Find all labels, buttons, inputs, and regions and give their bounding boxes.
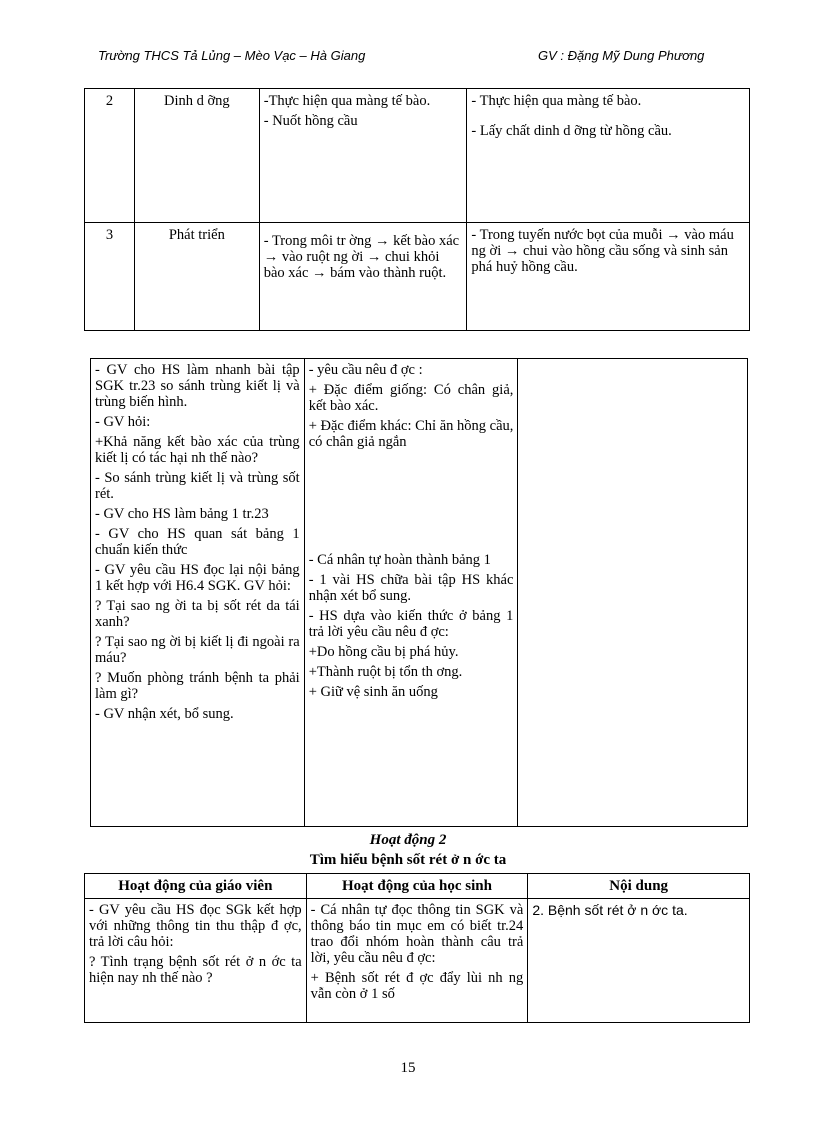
- column-header: Hoạt động của học sinh: [306, 874, 528, 899]
- list-item: - 1 vài HS chữa bài tập HS khác nhận xét bổ sung.: [308, 572, 514, 604]
- content-cell: 2. Bệnh sốt rét ở n ớc ta.: [528, 899, 750, 1023]
- page-number: 15: [400, 1060, 416, 1076]
- list-item: - GV yêu cầu HS đọc lại nội bảng 1 kết hợp với H6.4 SGK. GV hỏi:: [95, 562, 300, 594]
- row-label: Phát triển: [134, 223, 259, 331]
- list-item: - GV cho HS quan sát bảng 1 chuẩn kiến thức: [95, 526, 300, 558]
- list-item: +Do hồng cầu bị phá hủy.: [308, 644, 459, 660]
- cell-text: -Thực hiện qua màng tế bào. - Nuốt hồng cầu: [259, 89, 467, 223]
- list-item: + Đặc điểm giống: Có chân giả, kết bào xác.: [308, 382, 514, 414]
- list-item: - HS dựa vào kiến thức ở bảng 1 trả lời yêu cầu nêu đ ợc:: [308, 608, 514, 640]
- list-item: - yêu cầu nêu đ ợc :: [308, 362, 423, 378]
- table-row: [91, 359, 748, 827]
- list-item: - GV cho HS làm nhanh bài tập SGK tr.23 so sánh trùng kiết lị và trùng biến hình.: [95, 362, 300, 410]
- list-item: - GV cho HS làm bảng 1 tr.23: [95, 506, 269, 522]
- student-activity-cell: [306, 899, 528, 1023]
- table-header-row: [85, 874, 750, 899]
- list-item: +Thành ruột bị tổn th ơng.: [308, 664, 463, 680]
- comparison-table: [84, 88, 750, 331]
- list-item: - GV yêu cầu HS đọc SGk kết hợp với những thông tin thu thập đ ợc, trả lời câu hỏi:: [89, 902, 302, 950]
- row-number: 2: [85, 89, 135, 223]
- teacher-activity-cell: [85, 899, 307, 1023]
- table-row: [85, 223, 750, 331]
- list-item: - Cá nhân tự đọc thông tin SGK và thông báo tin mục em có biết tr.24 trao đổi nhóm hoàn thành câu trả lời, yêu cầu nêu đ ợc:: [310, 902, 524, 966]
- list-item: ? Tại sao ng ời ta bị sốt rét da tái xanh?: [95, 598, 300, 630]
- row-label: Dinh d ỡng: [134, 89, 259, 223]
- list-item: ? Tình trạng bệnh sốt rét ở n ớc ta hiện nay nh thế nào ?: [89, 954, 302, 986]
- list-item: - GV nhận xét, bổ sung.: [95, 706, 234, 722]
- student-activity-cell: [304, 359, 518, 827]
- teacher-activity-cell: [91, 359, 305, 827]
- column-header: Hoạt động của giáo viên: [85, 874, 307, 899]
- table-row: [85, 899, 750, 1023]
- content-cell: [518, 359, 748, 827]
- table-row: [85, 89, 750, 223]
- header-school: Trường THCS Tả Lủng – Mèo Vạc – Hà Giang: [98, 48, 366, 63]
- activity-subtitle: Tìm hiểu bệnh sốt rét ở n ớc ta: [309, 852, 507, 868]
- list-item: + Bệnh sốt rét đ ợc đẩy lùi nh ng vẫn còn ở 1 số: [310, 970, 524, 1002]
- list-item: ? Muốn phòng tránh bệnh ta phải làm gì?: [95, 670, 300, 702]
- row-number: 3: [85, 223, 135, 331]
- list-item: ? Tại sao ng ời bị kiết lị đi ngoài ra máu?: [95, 634, 300, 666]
- list-item: +Khả năng kết bào xác của trùng kiết lị có tác hại nh thế nào?: [95, 434, 300, 466]
- cell-text: - Thực hiện qua màng tế bào. - Lấy chất dinh d ỡng từ hồng cầu.: [467, 89, 750, 223]
- list-item: + Đặc điểm khác: Chỉ ăn hồng cầu, có chân giả ngắn: [308, 418, 514, 450]
- cell-text: - Trong tuyến nước bọt của muỗi → vào máu ng ời → chui vào hồng cầu sống và sinh sản phá huỷ hồng cầu.: [467, 223, 750, 331]
- header-teacher: GV : Đặng Mỹ Dung Phương: [538, 48, 705, 63]
- cell-text: - Trong môi tr ờng → kết bào xác → vào ruột ng ời → chui khỏi bào xác → bám vào thành ruột.: [259, 223, 467, 331]
- list-item: + Giữ vệ sinh ăn uống: [308, 684, 438, 700]
- lesson-table: [90, 358, 748, 827]
- list-item: - So sánh trùng kiết lị và trùng sốt rét.: [95, 470, 300, 502]
- activity-table: [84, 873, 750, 1023]
- list-item: - Cá nhân tự hoàn thành bảng 1: [308, 552, 491, 568]
- activity-title: Hoạt động 2: [369, 832, 447, 848]
- column-header: Nội dung: [528, 874, 750, 899]
- list-item: - GV hỏi:: [95, 414, 151, 430]
